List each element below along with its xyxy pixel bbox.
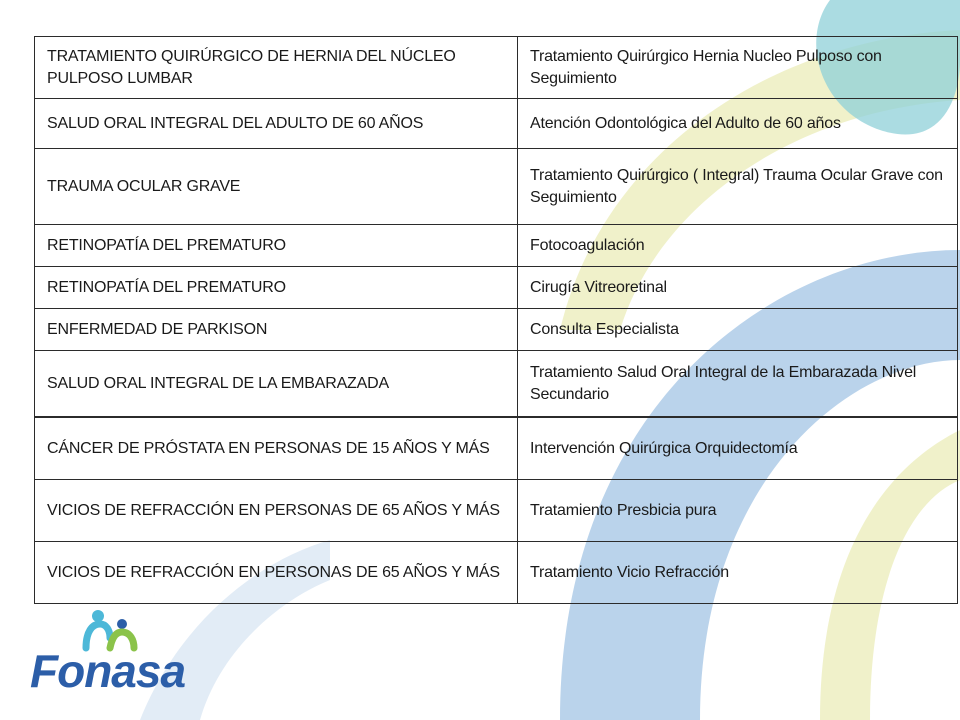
ges-table-bottom — [34, 417, 958, 604]
service-cell: Cirugía Vitreoretinal — [518, 267, 958, 309]
service-cell: Tratamiento Quirúrgico ( Integral) Trauma Ocular Grave con Seguimiento — [518, 149, 958, 225]
problem-cell: SALUD ORAL INTEGRAL DE LA EMBARAZADA — [35, 351, 518, 417]
service-cell: Tratamiento Quirúrgico Hernia Nucleo Pulposo con Seguimiento — [518, 37, 958, 99]
problem-cell: ENFERMEDAD DE PARKISON — [35, 309, 518, 351]
problem-cell: RETINOPATÍA DEL PREMATURO — [35, 267, 518, 309]
table-row — [35, 480, 958, 542]
problem-cell: VICIOS DE REFRACCIÓN EN PERSONAS DE 65 AÑOS Y MÁS — [35, 542, 518, 604]
problem-cell: TRATAMIENTO QUIRÚRGICO DE HERNIA DEL NÚCLEO PULPOSO LUMBAR — [35, 37, 518, 99]
service-cell: Tratamiento Salud Oral Integral de la Embarazada Nivel Secundario — [518, 351, 958, 417]
table-row — [35, 418, 958, 480]
table-row — [35, 542, 958, 604]
problem-cell: SALUD ORAL INTEGRAL DEL ADULTO DE 60 AÑOS — [35, 99, 518, 149]
logo-wordmark: Fonasa — [30, 645, 186, 697]
ges-table-top — [34, 36, 958, 417]
table-row — [35, 309, 958, 351]
problem-cell: TRAUMA OCULAR GRAVE — [35, 149, 518, 225]
table-row — [35, 351, 958, 417]
service-cell: Consulta Especialista — [518, 309, 958, 351]
problem-cell: CÁNCER DE PRÓSTATA EN PERSONAS DE 15 AÑOS Y MÁS — [35, 418, 518, 480]
problem-cell: VICIOS DE REFRACCIÓN EN PERSONAS DE 65 AÑOS Y MÁS — [35, 480, 518, 542]
table-row — [35, 267, 958, 309]
table-row — [35, 37, 958, 99]
table-row — [35, 149, 958, 225]
table-row — [35, 99, 958, 149]
fonasa-logo — [30, 608, 186, 698]
service-cell: Atención Odontológica del Adulto de 60 años — [518, 99, 958, 149]
problem-cell: RETINOPATÍA DEL PREMATURO — [35, 225, 518, 267]
service-cell: Intervención Quirúrgica Orquidectomía — [518, 418, 958, 480]
service-cell: Tratamiento Presbicia pura — [518, 480, 958, 542]
service-cell: Fotocoagulación — [518, 225, 958, 267]
service-cell: Tratamiento Vicio Refracción — [518, 542, 958, 604]
table-row — [35, 225, 958, 267]
